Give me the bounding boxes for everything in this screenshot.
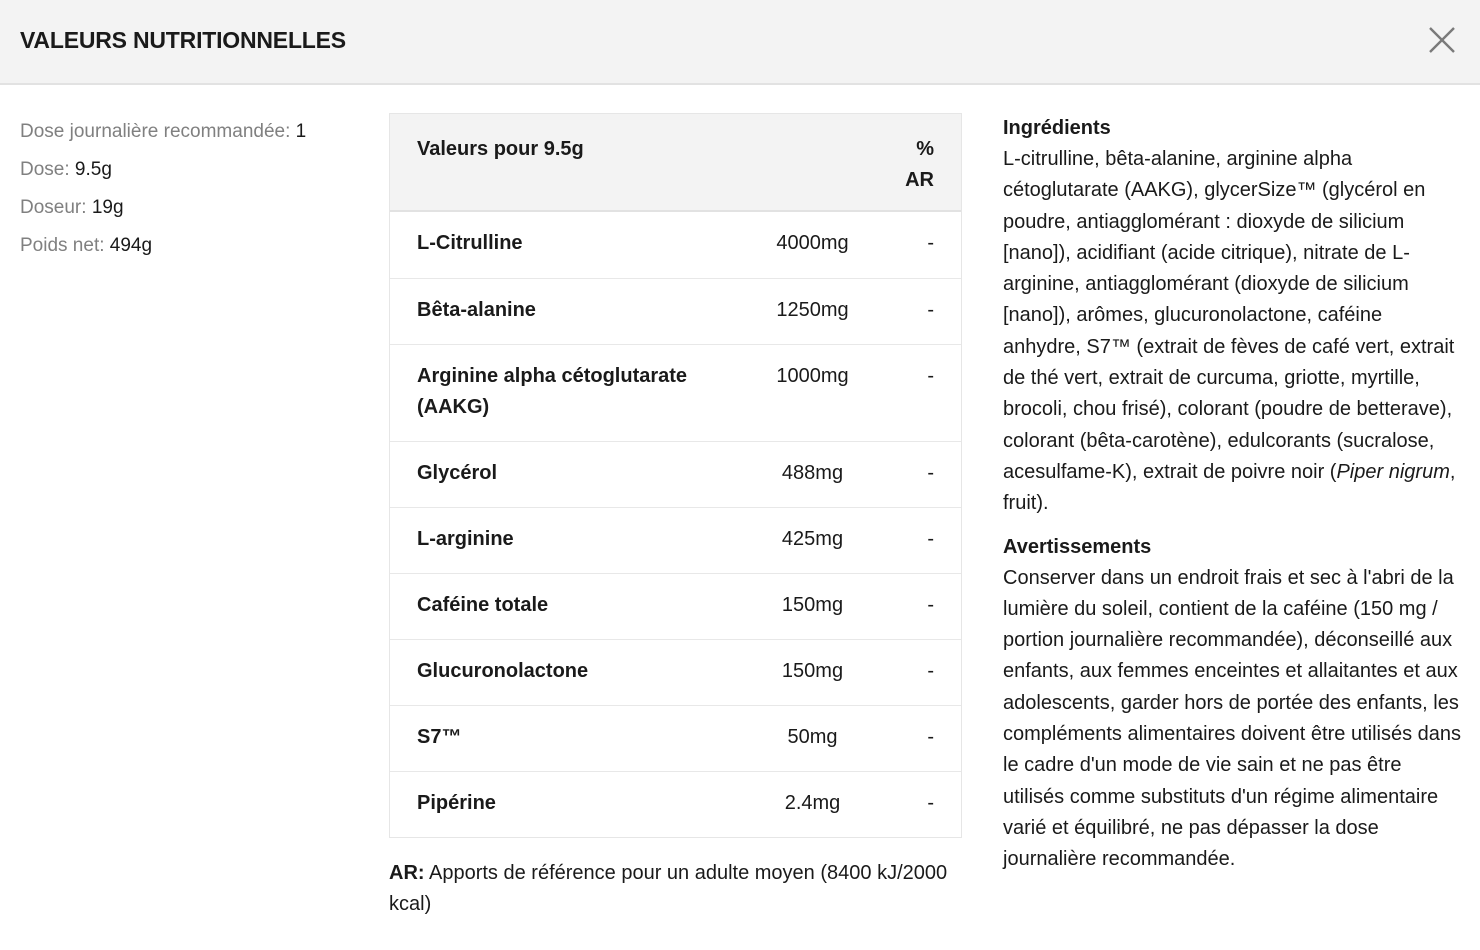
ingredients-section — [1003, 113, 1463, 520]
nutrient-amount: 50mg — [787, 726, 838, 748]
table-header-ar — [894, 134, 934, 196]
nutrient-amount: 150mg — [781, 660, 844, 682]
nutrient-name: L-Citrulline — [417, 232, 523, 254]
table-row — [390, 573, 961, 639]
info-value: 19g — [91, 197, 124, 218]
dosage-info — [20, 113, 370, 265]
info-net-weight — [20, 227, 370, 265]
nutrient-ar: - — [927, 232, 934, 254]
info-daily-dose — [20, 113, 370, 151]
table-row — [390, 507, 961, 573]
nutrient-amount: 150mg — [781, 594, 844, 616]
info-dose — [20, 151, 370, 189]
nutrient-ar: - — [927, 528, 934, 550]
ingredients-latin-name: Piper nigrum — [1336, 460, 1450, 483]
nutrient-amount: 1250mg — [776, 299, 849, 321]
ingredients-text — [1003, 144, 1463, 520]
info-value: 1 — [295, 121, 307, 142]
nutrient-amount: 425mg — [781, 528, 844, 550]
table-row — [390, 705, 961, 771]
nutrient-name: L-arginine — [417, 528, 514, 550]
nutrient-ar: - — [927, 365, 934, 387]
nutrient-ar: - — [927, 462, 934, 484]
info-label: Doseur: — [20, 197, 87, 218]
info-label: Dose: — [20, 159, 70, 180]
nutrient-ar: - — [927, 726, 934, 748]
warnings-section — [1003, 532, 1463, 876]
warnings-heading: Avertissements — [1003, 535, 1152, 558]
close-icon — [1428, 26, 1456, 54]
nutrient-ar: - — [927, 792, 934, 814]
nutrient-name: Arginine alpha cétoglutarate (AAKG) — [417, 365, 688, 418]
table-row — [390, 771, 961, 837]
warnings-text: Conserver dans un endroit frais et sec à l'abri de la lumière du soleil, contient de la caféine (150 mg / portion journalière recommandée), déconseillé aux enfants, aux femmes enceintes et allaitantes et aux adolescents, garder hors de portée des enfants, les compléments alimentaires doivent être utilisés dans le cadre d'un mode de vie sain et ne pas être utilisés comme substituts d'un régime alimentaire varié et équilibré, ne pas dépasser la dose journalière recommandée. — [1003, 566, 1461, 871]
nutrient-name: S7™ — [417, 726, 462, 748]
ingredients-text-main: L-citrulline, bêta-alanine, arginine alpha cétoglutarate (AAKG), glycerSize™ (glycérol en poudre, antiagglomérant : dioxyde de silicium [nano]), acidifiant (acide citrique), nitrate de L-arginine, antiagglomérant (dioxyde de silicium [nano]), arômes, glucuronolactone, caféine anhydre, S7™ (extrait de fèves de café vert, extrait de thé vert, extrait de curcuma, griotte, myrtille, brocoli, chou frisé), colorant (poudre de betterave), colorant (bêta-carotène), edulcorants (sucralose, acesulfame-K), extrait de poivre noir ( — [1003, 148, 1455, 483]
info-scoop — [20, 189, 370, 227]
table-body — [390, 212, 961, 837]
ar-label: AR — [905, 169, 934, 191]
nutrient-ar: - — [927, 660, 934, 682]
info-value: 494g — [109, 235, 153, 256]
close-button[interactable] — [1428, 26, 1456, 54]
nutrient-name: Pipérine — [417, 792, 496, 814]
ingredients-heading: Ingrédients — [1003, 117, 1111, 139]
modal-header — [0, 0, 1480, 85]
nutrition-table — [389, 113, 962, 838]
table-header-title: Valeurs pour 9.5g — [417, 138, 584, 160]
info-label: Poids net: — [20, 235, 105, 256]
table-row — [390, 639, 961, 705]
nutrient-amount: 1000mg — [776, 365, 849, 387]
footnote-label: AR: — [389, 862, 425, 884]
table-header — [390, 114, 961, 212]
nutrient-name: Bêta-alanine — [417, 299, 536, 321]
nutrient-ar: - — [927, 299, 934, 321]
nutrient-amount: 4000mg — [776, 232, 849, 254]
nutrient-ar: - — [927, 594, 934, 616]
ar-footnote — [389, 858, 949, 920]
table-row — [390, 278, 961, 344]
table-row — [390, 212, 961, 278]
info-value: 9.5g — [74, 159, 112, 180]
nutrient-name: Caféine totale — [417, 594, 549, 616]
nutrient-amount: 488mg — [781, 462, 844, 484]
product-details — [1003, 113, 1463, 888]
footnote-text: Apports de référence pour un adulte moyen (8400 kJ/2000 kcal) — [389, 862, 948, 915]
ar-percent-label: % — [916, 138, 934, 160]
nutrient-amount: 2.4mg — [784, 792, 841, 814]
nutrient-name: Glycérol — [417, 462, 498, 484]
ingredients-text-end: , fruit). — [1003, 460, 1456, 515]
modal-title: VALEURS NUTRITIONNELLES — [20, 27, 346, 53]
table-row — [390, 344, 961, 441]
table-row — [390, 441, 961, 507]
info-label: Dose journalière recommandée: — [20, 121, 291, 142]
nutrient-name: Glucuronolactone — [417, 660, 589, 682]
